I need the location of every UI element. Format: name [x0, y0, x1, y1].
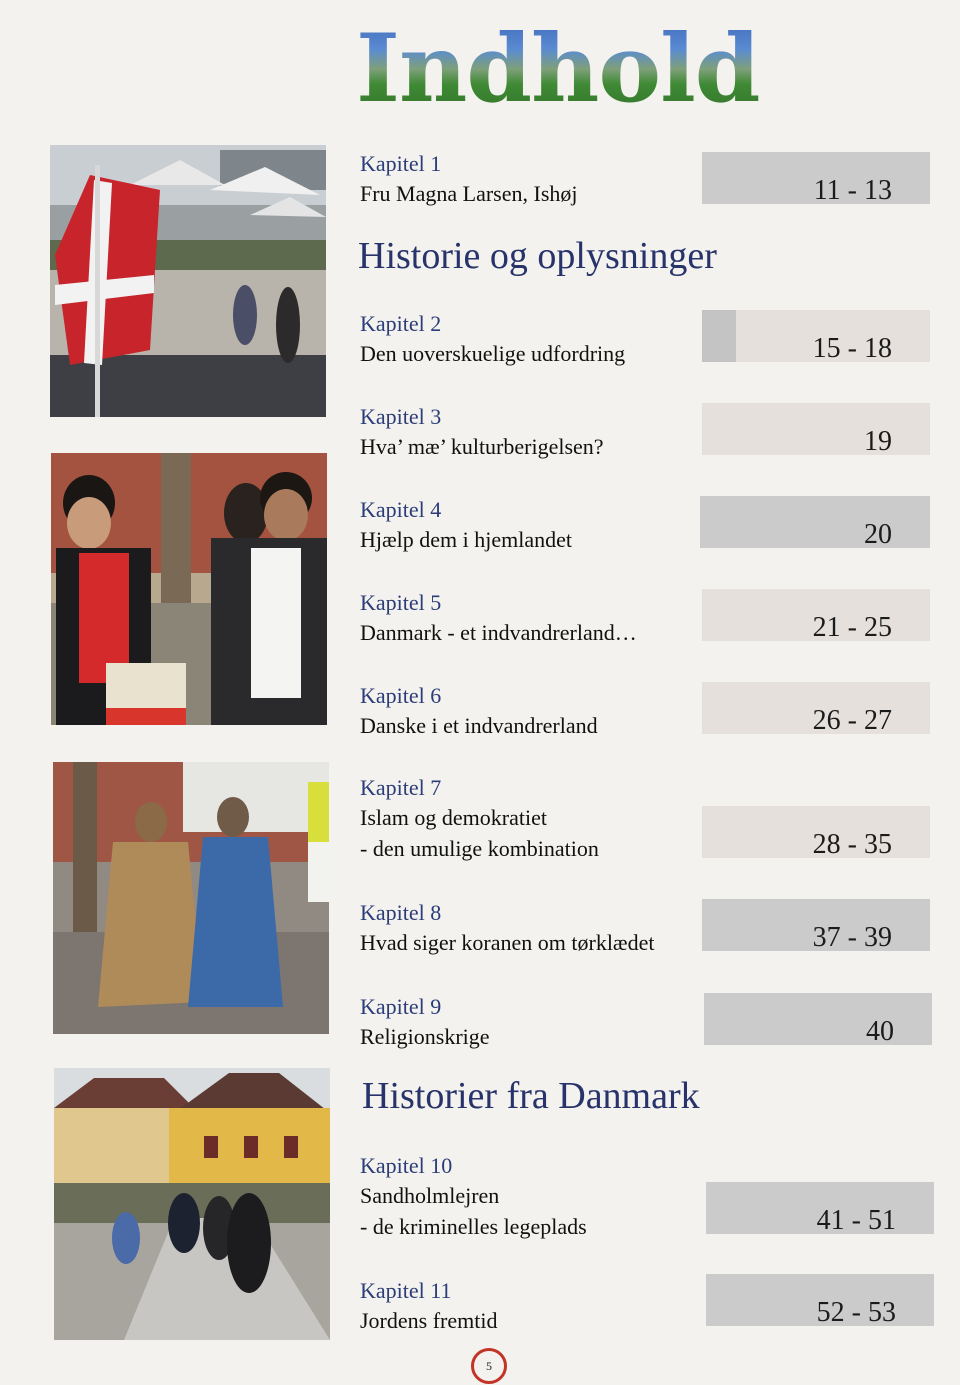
- page-range: 19: [702, 403, 930, 455]
- page-number-badge: 5: [471, 1348, 507, 1384]
- chapter-title: Islam og demokratiet: [360, 805, 547, 830]
- chapter-label: Kapitel 7: [360, 775, 442, 800]
- chapter-title: Hjælp dem i hjemlandet: [360, 527, 573, 552]
- toc-entry[interactable]: [360, 899, 940, 958]
- page-title: Indhold: [356, 14, 760, 124]
- page-range: 40: [704, 993, 932, 1045]
- page-range: 52 - 53: [706, 1274, 934, 1326]
- toc-entry[interactable]: [360, 682, 940, 741]
- chapter-title: Hva’ mæ’ kulturberigelsen?: [360, 434, 604, 459]
- page-range: 26 - 27: [702, 682, 930, 734]
- chapter-title: Jordens fremtid: [360, 1308, 498, 1333]
- chapter-label: Kapitel 8: [360, 900, 442, 925]
- section-heading-historie: Historie og oplysninger: [358, 235, 717, 277]
- toc-entry[interactable]: [360, 774, 940, 864]
- chapter-title: Sandholmlejren: [360, 1183, 500, 1208]
- chapter-label: Kapitel 4: [360, 497, 442, 522]
- chapter-label: Kapitel 2: [360, 311, 442, 336]
- page-range: 21 - 25: [702, 589, 930, 641]
- chapter-label: Kapitel 11: [360, 1278, 452, 1303]
- chapter-title: Hvad siger koranen om tørklædet: [360, 930, 655, 955]
- toc-entry[interactable]: [360, 589, 940, 648]
- photo-young-men: [51, 453, 327, 725]
- page-range: 20: [700, 496, 930, 548]
- chapter-label: Kapitel 6: [360, 683, 442, 708]
- chapter-label: Kapitel 1: [360, 151, 442, 176]
- chapter-title: Den uoverskuelige udfordring: [360, 341, 626, 366]
- toc-entry[interactable]: [360, 403, 940, 462]
- page-range: 11 - 13: [702, 152, 930, 204]
- chapter-title: Danske i et indvandrerland: [360, 713, 598, 738]
- photo-danish-flag: [50, 145, 326, 417]
- page-range-box: [702, 310, 930, 362]
- chapter-subtitle: - de kriminelles legeplads: [360, 1214, 587, 1239]
- page-range: 28 - 35: [702, 806, 930, 858]
- photo-sandholm: [54, 1068, 330, 1340]
- chapter-label: Kapitel 9: [360, 994, 442, 1019]
- page-range: 15 - 18: [812, 333, 892, 362]
- photo-women-walking: [53, 762, 329, 1034]
- page-range: 37 - 39: [702, 899, 930, 951]
- chapter-subtitle: - den umulige kombination: [360, 836, 599, 861]
- toc-entry[interactable]: [360, 310, 940, 369]
- toc-entry[interactable]: [360, 993, 940, 1052]
- chapter-title: Danmark - et indvandrerland…: [360, 620, 637, 645]
- toc-entry[interactable]: [360, 496, 940, 555]
- chapter-title: Religionskrige: [360, 1024, 490, 1049]
- chapter-label: Kapitel 10: [360, 1153, 453, 1178]
- chapter-title: Fru Magna Larsen, Ishøj: [360, 181, 578, 206]
- toc-entry[interactable]: [360, 1277, 940, 1336]
- chapter-label: Kapitel 5: [360, 590, 442, 615]
- page-range-accent: [702, 310, 736, 362]
- page-range: 41 - 51: [706, 1182, 934, 1234]
- section-heading-historier: Historier fra Danmark: [362, 1075, 700, 1117]
- toc-entry[interactable]: [360, 150, 940, 209]
- chapter-label: Kapitel 3: [360, 404, 442, 429]
- toc-entry[interactable]: [360, 1152, 940, 1242]
